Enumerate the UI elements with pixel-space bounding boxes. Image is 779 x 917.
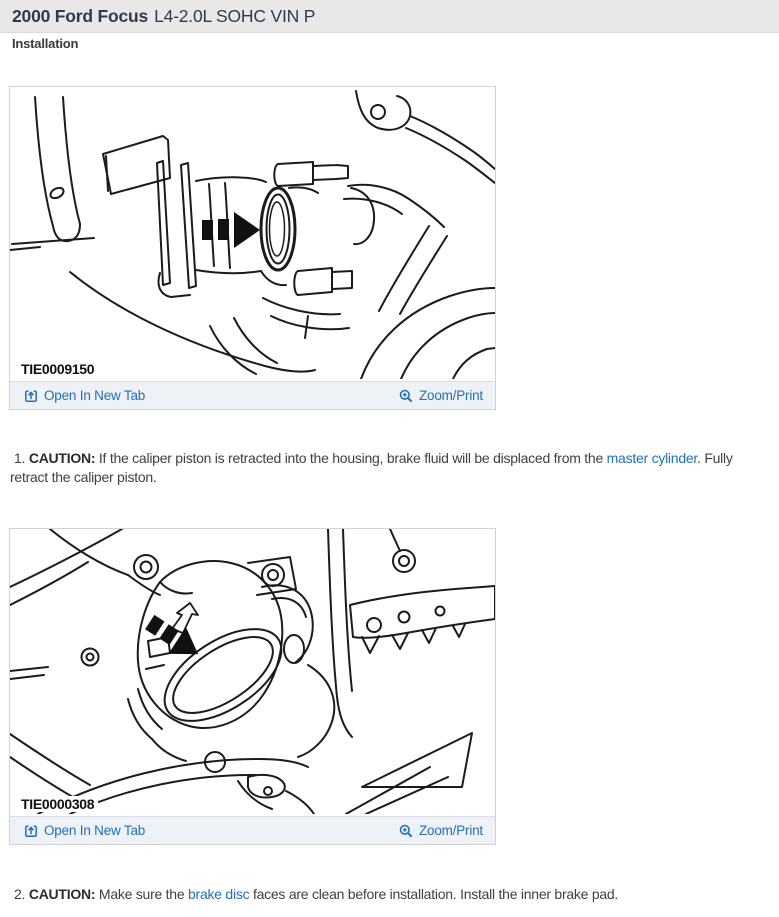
- page-header: [0, 0, 779, 33]
- open-in-new-tab-link[interactable]: [24, 388, 145, 403]
- engine-spec: L4-2.0L SOHC VIN P: [154, 5, 316, 26]
- caliper-piston-diagram: [10, 87, 495, 381]
- caliper-install-diagram: [10, 529, 495, 816]
- figure-panel-caliper-piston: [9, 86, 496, 410]
- figure-code: TIE0009150: [21, 361, 98, 377]
- figure-panel-caliper-install: [9, 528, 496, 845]
- zoom-print-label: Zoom/Print: [418, 388, 483, 403]
- vehicle-name: 2000 Ford Focus: [12, 5, 149, 26]
- caution-text-1: [0, 449, 779, 486]
- caution-body-end: faces are clean before installation. Install the inner brake pad.: [249, 886, 619, 902]
- pad-install-direction-arrow: [141, 609, 207, 667]
- caution-body: If the caliper piston is retracted into the housing, brake fluid will be displaced from the: [95, 450, 607, 466]
- open-in-new-tab-icon: [24, 389, 38, 403]
- caliper-piston-lineart: [10, 87, 495, 379]
- zoom-in-magnifier-icon: [399, 389, 413, 403]
- figure-code: TIE0000308: [21, 796, 98, 812]
- brake-disc-link[interactable]: brake disc: [188, 886, 250, 902]
- open-in-new-tab-label: Open In New Tab: [44, 388, 146, 403]
- caution-number: 1.: [14, 450, 29, 466]
- caution-label: CAUTION:: [28, 450, 96, 466]
- zoom-print-link[interactable]: [399, 823, 483, 838]
- section-subheading: Installation: [12, 36, 79, 51]
- figure-toolbar: [10, 381, 495, 409]
- zoom-print-link[interactable]: [399, 388, 483, 403]
- caution-number: 2.: [14, 886, 29, 902]
- zoom-in-magnifier-icon: [399, 824, 413, 838]
- open-in-new-tab-icon: [24, 824, 38, 838]
- figure-toolbar: [10, 816, 495, 844]
- caution-body-end: . Fully retract the caliper piston.: [10, 450, 733, 485]
- caution-text-2: [0, 885, 779, 904]
- caution-body: Make sure the: [95, 886, 189, 902]
- caution-label: CAUTION:: [28, 886, 96, 902]
- page-title: [12, 6, 315, 27]
- zoom-print-label: Zoom/Print: [418, 823, 483, 838]
- open-in-new-tab-link[interactable]: [24, 823, 145, 838]
- master-cylinder-link[interactable]: master cylinder: [606, 450, 698, 466]
- open-in-new-tab-label: Open In New Tab: [44, 823, 146, 838]
- caliper-install-lineart: [10, 529, 495, 814]
